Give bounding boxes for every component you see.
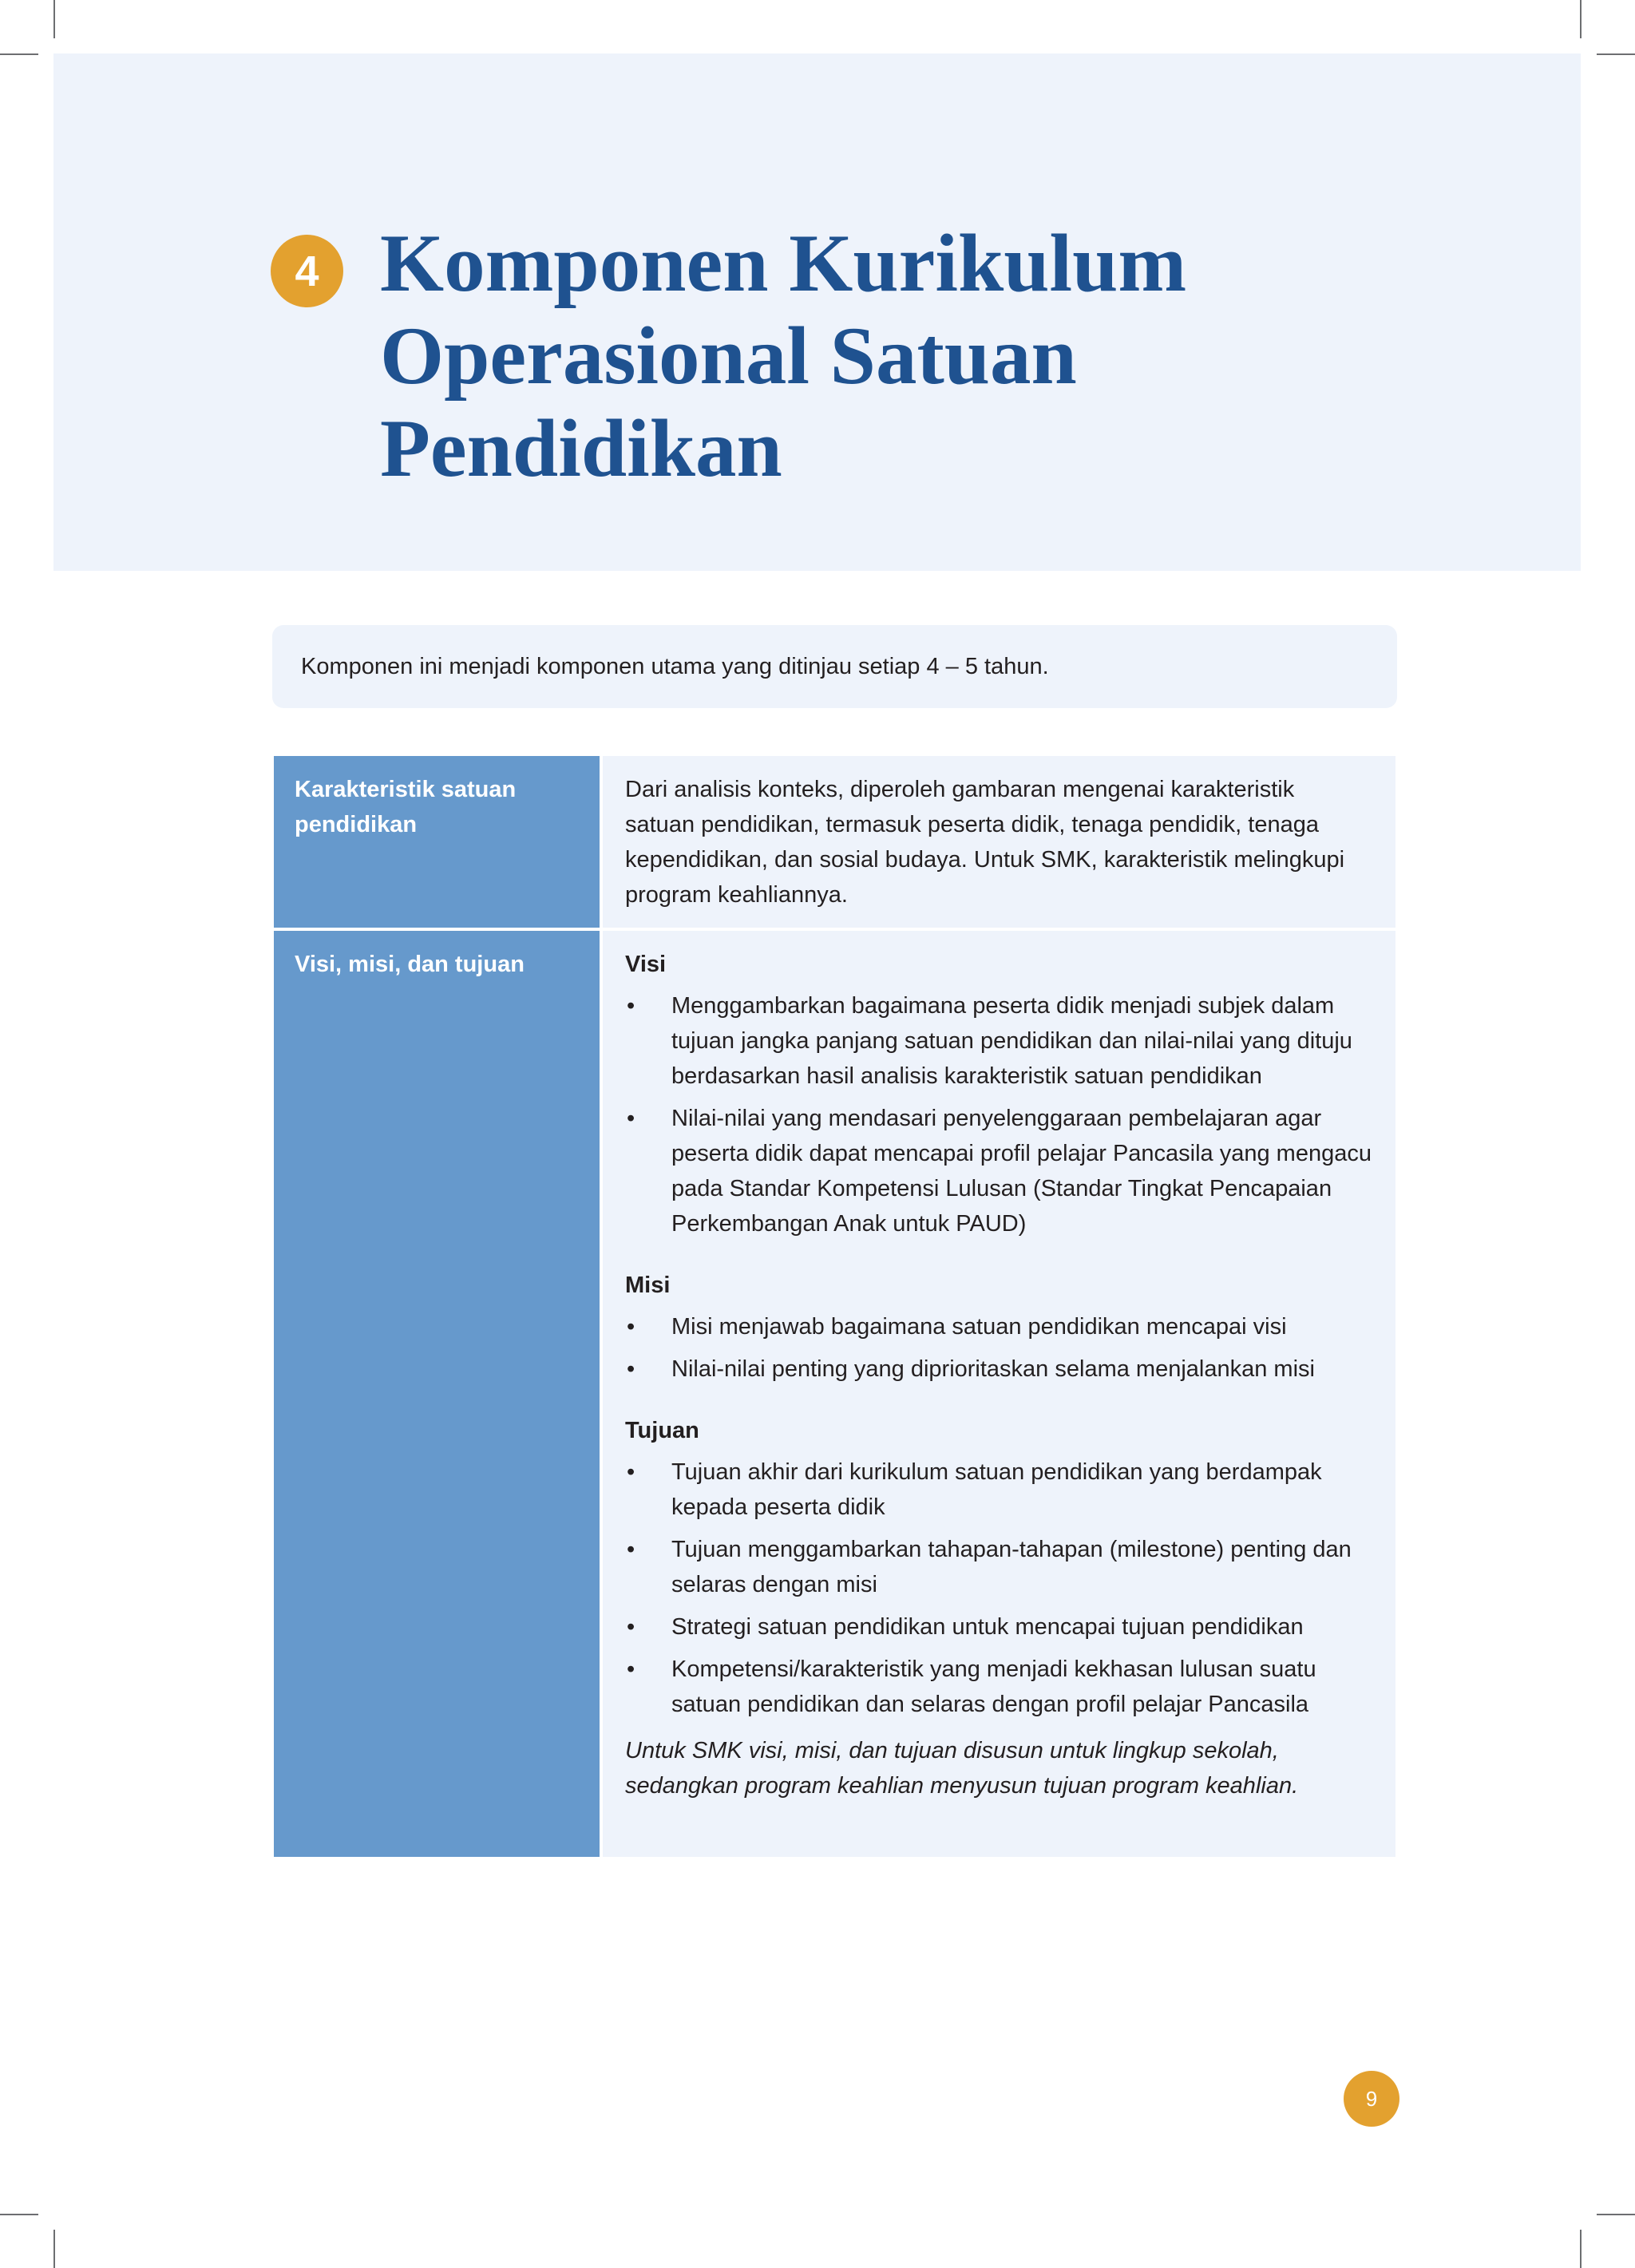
row-label: Karakteristik satuan pendidikan	[274, 756, 600, 928]
intro-text: Komponen ini menjadi komponen utama yang ditinjau setiap 4 – 5 tahun.	[301, 653, 1049, 679]
list-item: • Nilai-nilai yang mendasari penyelenggaraan pembelajaran agar peserta didik dapat mencapai profil pelajar Pancasila yang mengacu pada Standar Kompetensi Lulusan (Standar Tingkat Pencapaian Perkembangan Anak untuk PAUD)	[625, 1101, 1380, 1241]
list-item: • Tujuan akhir dari kurikulum satuan pendidikan yang berdampak kepada peserta didik	[625, 1455, 1380, 1525]
crop-mark	[1580, 0, 1582, 38]
tujuan-heading: Tujuan	[625, 1418, 699, 1443]
tujuan-list	[625, 1455, 1380, 1722]
crop-mark	[53, 0, 55, 38]
crop-mark	[53, 2230, 55, 2268]
crop-mark	[1597, 2214, 1635, 2215]
bullet-icon: •	[627, 1656, 635, 1682]
visi-list	[625, 988, 1380, 1241]
crop-mark	[0, 2214, 38, 2215]
page-title	[380, 217, 1338, 495]
page-title-line: Komponen Kurikulum	[380, 218, 1187, 309]
list-item: • Kompetensi/karakteristik yang menjadi kekhasan lulusan suatu satuan pendidikan dan selaras dengan profil pelajar Pancasila	[625, 1652, 1380, 1722]
row-content: Dari analisis konteks, diperoleh gambaran mengenai karakteristik satuan pendidikan, termasuk peserta didik, tenaga pendidik, tenaga kependidikan, dan sosial budaya. Untuk SMK, karakteristik melingkupi program keahliannya.	[603, 756, 1395, 928]
misi-heading: Misi	[625, 1273, 671, 1298]
crop-mark	[1597, 53, 1635, 55]
page-title-line: Operasional Satuan	[380, 311, 1077, 402]
component-table	[274, 756, 1395, 1857]
misi-list	[625, 1309, 1380, 1387]
bullet-icon: •	[627, 1106, 635, 1131]
crop-mark	[0, 53, 38, 55]
list-item: • Misi menjawab bagaimana satuan pendidikan mencapai visi	[625, 1309, 1380, 1344]
smk-note: Untuk SMK visi, misi, dan tujuan disusun untuk lingkup sekolah, sedangkan program keahlian menyusun tujuan program keahlian.	[625, 1738, 1299, 1799]
list-item: • Strategi satuan pendidikan untuk mencapai tujuan pendidikan	[625, 1609, 1380, 1645]
bullet-icon: •	[627, 993, 635, 1019]
table-row	[274, 931, 1395, 1857]
bullet-icon: •	[627, 1614, 635, 1640]
table-row	[274, 756, 1395, 928]
visi-heading: Visi	[625, 952, 667, 977]
list-item: • Menggambarkan bagaimana peserta didik menjadi subjek dalam tujuan jangka panjang satuan pendidikan dan nilai-nilai yang dituju berdasarkan hasil analisis karakteristik satuan pendidikan	[625, 988, 1380, 1094]
crop-mark	[1580, 2230, 1582, 2268]
list-item: • Tujuan menggambarkan tahapan-tahapan (milestone) penting dan selaras dengan misi	[625, 1532, 1380, 1602]
chapter-number-badge: 4	[271, 235, 343, 307]
bullet-icon: •	[627, 1459, 635, 1485]
bullet-icon: •	[627, 1356, 635, 1382]
bullet-icon: •	[627, 1537, 635, 1562]
row-content	[603, 931, 1395, 1857]
intro-callout	[272, 625, 1397, 708]
row-label: Visi, misi, dan tujuan	[274, 931, 600, 1857]
page-number-badge: 9	[1344, 2071, 1399, 2127]
list-item: • Nilai-nilai penting yang diprioritaskan selama menjalankan misi	[625, 1352, 1380, 1387]
page-title-line: Pendidikan	[380, 403, 782, 494]
bullet-icon: •	[627, 1314, 635, 1340]
